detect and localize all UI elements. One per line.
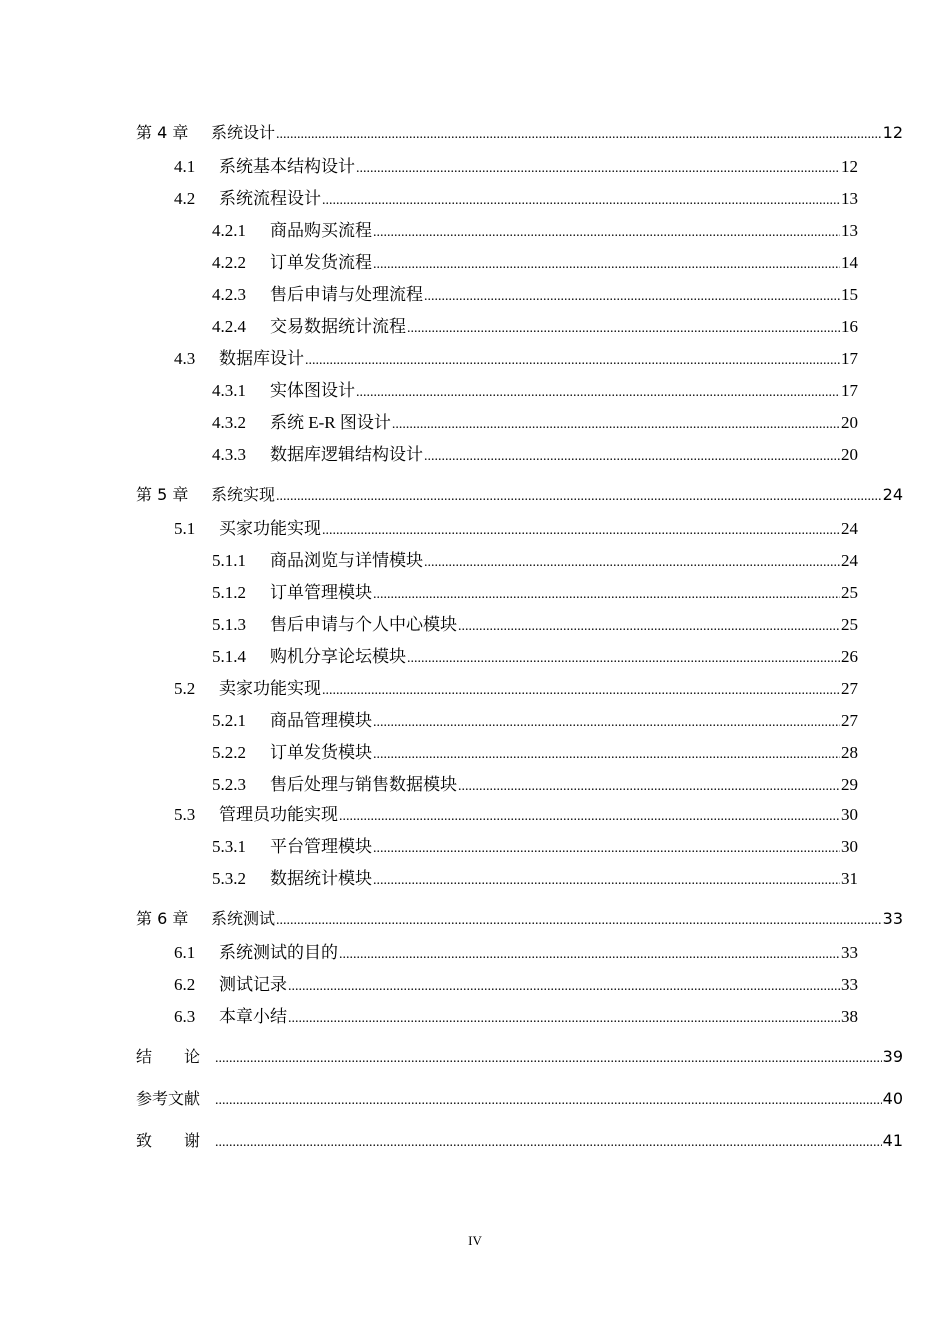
toc-entry-page: 15 <box>841 285 858 304</box>
toc-entry-title: 系统测试的目的 <box>219 943 338 962</box>
toc-leader-dots <box>356 385 840 401</box>
toc-entry-title: 管理员功能实现 <box>219 805 338 824</box>
toc-leader-dots <box>424 555 840 571</box>
toc-entry[interactable] <box>136 906 903 929</box>
toc-entry-number: 第 6 章 <box>136 909 189 928</box>
toc-leader-dots <box>373 587 840 603</box>
toc-entry-page: 17 <box>841 381 858 400</box>
toc-entry[interactable] <box>174 800 858 825</box>
toc-entry[interactable] <box>174 152 858 177</box>
toc-entry-title: 系统 E-R 图设计 <box>270 413 391 432</box>
toc-leader-dots <box>322 523 840 539</box>
toc-entry-title: 测试记录 <box>219 975 287 994</box>
toc-leader-dots <box>424 289 840 305</box>
toc-entry-title: 数据统计模块 <box>270 869 372 888</box>
toc-entry-number: 4.1 <box>174 157 196 176</box>
toc-entry-title: 数据库设计 <box>219 349 304 368</box>
toc-entry-page: 16 <box>841 317 858 336</box>
toc-entry-number: 4.2.3 <box>212 285 246 304</box>
toc-leader-dots <box>339 809 840 825</box>
toc-entry-title: 实体图设计 <box>270 381 355 400</box>
toc-entry-number: 5.1.3 <box>212 615 246 634</box>
toc-entry[interactable] <box>212 280 858 305</box>
toc-entry-page: 25 <box>841 583 858 602</box>
toc-entry-page: 24 <box>841 551 858 570</box>
toc-leader-dots <box>215 1135 882 1151</box>
toc-entry-number: 5.3.1 <box>212 837 246 856</box>
toc-entry-title: 系统流程设计 <box>219 189 321 208</box>
toc-leader-dots <box>276 489 882 505</box>
toc-entry[interactable] <box>174 344 858 369</box>
toc-entry[interactable] <box>212 216 858 241</box>
toc-leader-dots <box>373 841 840 857</box>
toc-entry-number: 5.2.3 <box>212 775 246 794</box>
toc-entry-page: 20 <box>841 445 858 464</box>
toc-entry[interactable] <box>174 674 858 699</box>
toc-entry-page: 38 <box>841 1007 858 1026</box>
toc-entry-page: 27 <box>841 679 858 698</box>
toc-entry-number: 5.1.4 <box>212 647 246 666</box>
toc-leader-dots <box>356 161 840 177</box>
toc-entry[interactable] <box>212 312 858 337</box>
toc-entry[interactable] <box>212 738 858 763</box>
toc-entry-title: 系统测试 <box>211 909 276 928</box>
toc-leader-dots <box>373 747 840 763</box>
toc-entry-number: 第 4 章 <box>136 123 189 142</box>
toc-entry-page: 13 <box>841 189 858 208</box>
toc-entry-number: 6.3 <box>174 1007 196 1026</box>
toc-entry[interactable] <box>136 482 903 505</box>
toc-leader-dots <box>276 913 882 929</box>
toc-entry-page: 31 <box>841 869 858 888</box>
toc-leader-dots <box>373 873 840 889</box>
toc-entry-page: 33 <box>841 943 858 962</box>
toc-leader-dots <box>424 449 840 465</box>
toc-entry[interactable] <box>174 938 858 963</box>
toc-entry-page: 33 <box>841 975 858 994</box>
toc-entry[interactable] <box>212 770 858 795</box>
toc-leader-dots <box>215 1051 882 1067</box>
toc-entry-title: 数据库逻辑结构设计 <box>270 445 423 464</box>
toc-entry-number: 4.2.4 <box>212 317 246 336</box>
toc-entry[interactable] <box>212 706 858 731</box>
toc-leader-dots <box>322 193 840 209</box>
toc-entry[interactable] <box>212 440 858 465</box>
toc-entry-title: 参考文献 <box>136 1089 201 1108</box>
toc-entry-title: 系统基本结构设计 <box>219 157 355 176</box>
toc-entry[interactable] <box>212 832 858 857</box>
toc-entry-title: 商品浏览与详情模块 <box>270 551 423 570</box>
toc-entry-number: 5.2.2 <box>212 743 246 762</box>
toc-entry-title: 售后处理与销售数据模块 <box>270 775 457 794</box>
toc-entry-number: 4.2.1 <box>212 221 246 240</box>
toc-entry-title: 卖家功能实现 <box>219 679 321 698</box>
toc-entry-page: 14 <box>841 253 858 272</box>
toc-leader-dots <box>407 651 840 667</box>
toc-entry-page: 29 <box>841 775 858 794</box>
toc-entry-number: 5.1.1 <box>212 551 246 570</box>
toc-entry-page: 12 <box>882 123 903 142</box>
toc-entry[interactable] <box>212 642 858 667</box>
toc-entry[interactable] <box>136 120 903 143</box>
toc-entry-page: 13 <box>841 221 858 240</box>
toc-leader-dots <box>305 353 840 369</box>
toc-entry-number: 4.2.2 <box>212 253 246 272</box>
toc-entry[interactable] <box>212 376 858 401</box>
toc-entry-page: 30 <box>841 837 858 856</box>
toc-leader-dots <box>276 127 882 143</box>
toc-entry[interactable] <box>212 864 858 889</box>
toc-entry-page: 40 <box>882 1089 903 1108</box>
toc-entry-number: 4.3.2 <box>212 413 246 432</box>
toc-leader-dots <box>458 779 840 795</box>
toc-entry-page: 26 <box>841 647 858 666</box>
toc-entry-page: 41 <box>882 1131 903 1150</box>
toc-leader-dots <box>288 1011 840 1027</box>
toc-leader-dots <box>392 417 840 433</box>
toc-entry-page: 20 <box>841 413 858 432</box>
toc-entry-number: 5.1.2 <box>212 583 246 602</box>
toc-leader-dots <box>215 1093 882 1109</box>
toc-entry-page: 28 <box>841 743 858 762</box>
toc-entry-page: 17 <box>841 349 858 368</box>
toc-entry-number: 6.2 <box>174 975 196 994</box>
toc-entry[interactable] <box>136 1044 903 1067</box>
toc-entry-number: 4.3 <box>174 349 196 368</box>
toc-entry[interactable] <box>136 1086 903 1109</box>
toc-entry-title: 系统实现 <box>211 485 276 504</box>
toc-entry-page: 33 <box>882 909 903 928</box>
toc-entry[interactable] <box>212 578 858 603</box>
toc-entry-page: 27 <box>841 711 858 730</box>
toc-entry-number: 4.3.1 <box>212 381 246 400</box>
toc-entry-title: 订单发货模块 <box>270 743 372 762</box>
toc-entry-number: 4.2 <box>174 189 196 208</box>
toc-entry-number: 5.3.2 <box>212 869 246 888</box>
toc-entry-title: 买家功能实现 <box>219 519 321 538</box>
toc-entry[interactable] <box>212 610 858 635</box>
toc-entry-title: 订单管理模块 <box>270 583 372 602</box>
toc-entry-number: 4.3.3 <box>212 445 246 464</box>
toc-entry-title: 售后申请与个人中心模块 <box>270 615 457 634</box>
toc-entry-title: 售后申请与处理流程 <box>270 285 423 304</box>
toc-leader-dots <box>407 321 840 337</box>
toc-entry-title: 系统设计 <box>211 123 276 142</box>
toc-entry-title: 订单发货流程 <box>270 253 372 272</box>
toc-entry-number: 6.1 <box>174 943 196 962</box>
toc-entry-title: 购机分享论坛模块 <box>270 647 406 666</box>
toc-leader-dots <box>373 225 840 241</box>
toc-entry-title: 本章小结 <box>219 1007 287 1026</box>
toc-entry[interactable] <box>174 184 858 209</box>
toc-entry-page: 12 <box>841 157 858 176</box>
toc-entry[interactable] <box>212 546 858 571</box>
toc-entry-page: 24 <box>882 485 903 504</box>
toc-entry-title: 平台管理模块 <box>270 837 372 856</box>
toc-leader-dots <box>288 979 840 995</box>
toc-leader-dots <box>339 947 840 963</box>
toc-entry-number: 5.2 <box>174 679 196 698</box>
toc-entry[interactable] <box>212 408 858 433</box>
toc-entry-title: 商品购买流程 <box>270 221 372 240</box>
toc-entry-page: 24 <box>841 519 858 538</box>
toc-leader-dots <box>373 715 840 731</box>
toc-leader-dots <box>373 257 840 273</box>
toc-entry[interactable] <box>136 1128 903 1151</box>
toc-entry-title: 交易数据统计流程 <box>270 317 406 336</box>
toc-entry-page: 30 <box>841 805 858 824</box>
page-number: IV <box>468 1233 482 1248</box>
toc-entry-page: 25 <box>841 615 858 634</box>
toc-entry-title: 商品管理模块 <box>270 711 372 730</box>
toc-entry-title: 致 谢 <box>136 1131 201 1150</box>
toc-entry[interactable] <box>174 970 858 995</box>
toc-entry-number: 5.2.1 <box>212 711 246 730</box>
toc-entry[interactable] <box>174 514 858 539</box>
toc-leader-dots <box>458 619 840 635</box>
toc-entry-number: 5.3 <box>174 805 196 824</box>
toc-leader-dots <box>322 683 840 699</box>
toc-entry-number: 5.1 <box>174 519 196 538</box>
toc-entry-number: 第 5 章 <box>136 485 189 504</box>
toc-entry[interactable] <box>212 248 858 273</box>
toc-entry-page: 39 <box>882 1047 903 1066</box>
toc-entry-title: 结 论 <box>136 1047 201 1066</box>
toc-entry[interactable] <box>174 1002 858 1027</box>
